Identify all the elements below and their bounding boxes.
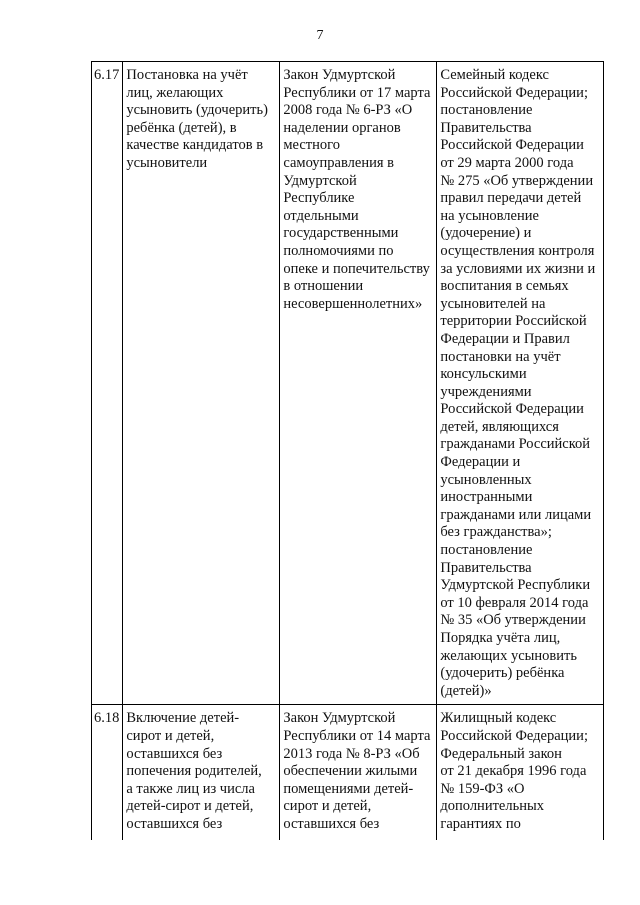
table-row [92,62,604,705]
row-number: 6.18 [92,705,123,841]
federal-law: Жилищный кодекс Российской Федерации; Федеральный закон от 21 декабря 1996 года № 159-ФЗ «О дополнительных гарантиях по [437,705,604,841]
service-name: Постановка на учёт лиц, желающих усыновить (удочерить) ребёнка (детей), в качестве кандидатов в усыновители [123,62,280,705]
regional-law: Закон Удмуртской Республики от 14 марта 2013 года № 8-РЗ «Об обеспечении жилыми помещениями детей- сирот и детей, оставшихся без [280,705,437,841]
row-number: 6.17 [92,62,123,705]
services-table [91,61,604,840]
regional-law: Закон Удмуртской Республики от 17 марта 2008 года № 6-РЗ «О наделении органов местного самоуправления в Удмуртской Республике отдельными государственными полномочиями по опеке и попечительству в отношении несовершеннолетних» [280,62,437,705]
federal-law: Семейный кодекс Российской Федерации; постановление Правительства Российской Федерации от 29 марта 2000 года № 275 «Об утверждении правил передачи детей на усыновление (удочерение) и осуществления контроля за условиями их жизни и воспитания в семьях усыновителей на территории Российской Федерации и Правил постановки на учёт консульскими учреждениями Российской Федерации детей, являющихся гражданами Российской Федерации и усыновленных иностранными гражданами или лицами без гражданства»; постановление Правительства Удмуртской Республики от 10 февраля 2014 года № 35 «Об утверждении Порядка учёта лиц, желающих усыновить (удочерить) ребёнка (детей)» [437,62,604,705]
page-number: 7 [316,28,324,43]
service-name: Включение детей- сирот и детей, оставшихся без попечения родителей, а также лиц из числа детей-сирот и детей, оставшихся без [123,705,280,841]
table-row [92,705,604,841]
